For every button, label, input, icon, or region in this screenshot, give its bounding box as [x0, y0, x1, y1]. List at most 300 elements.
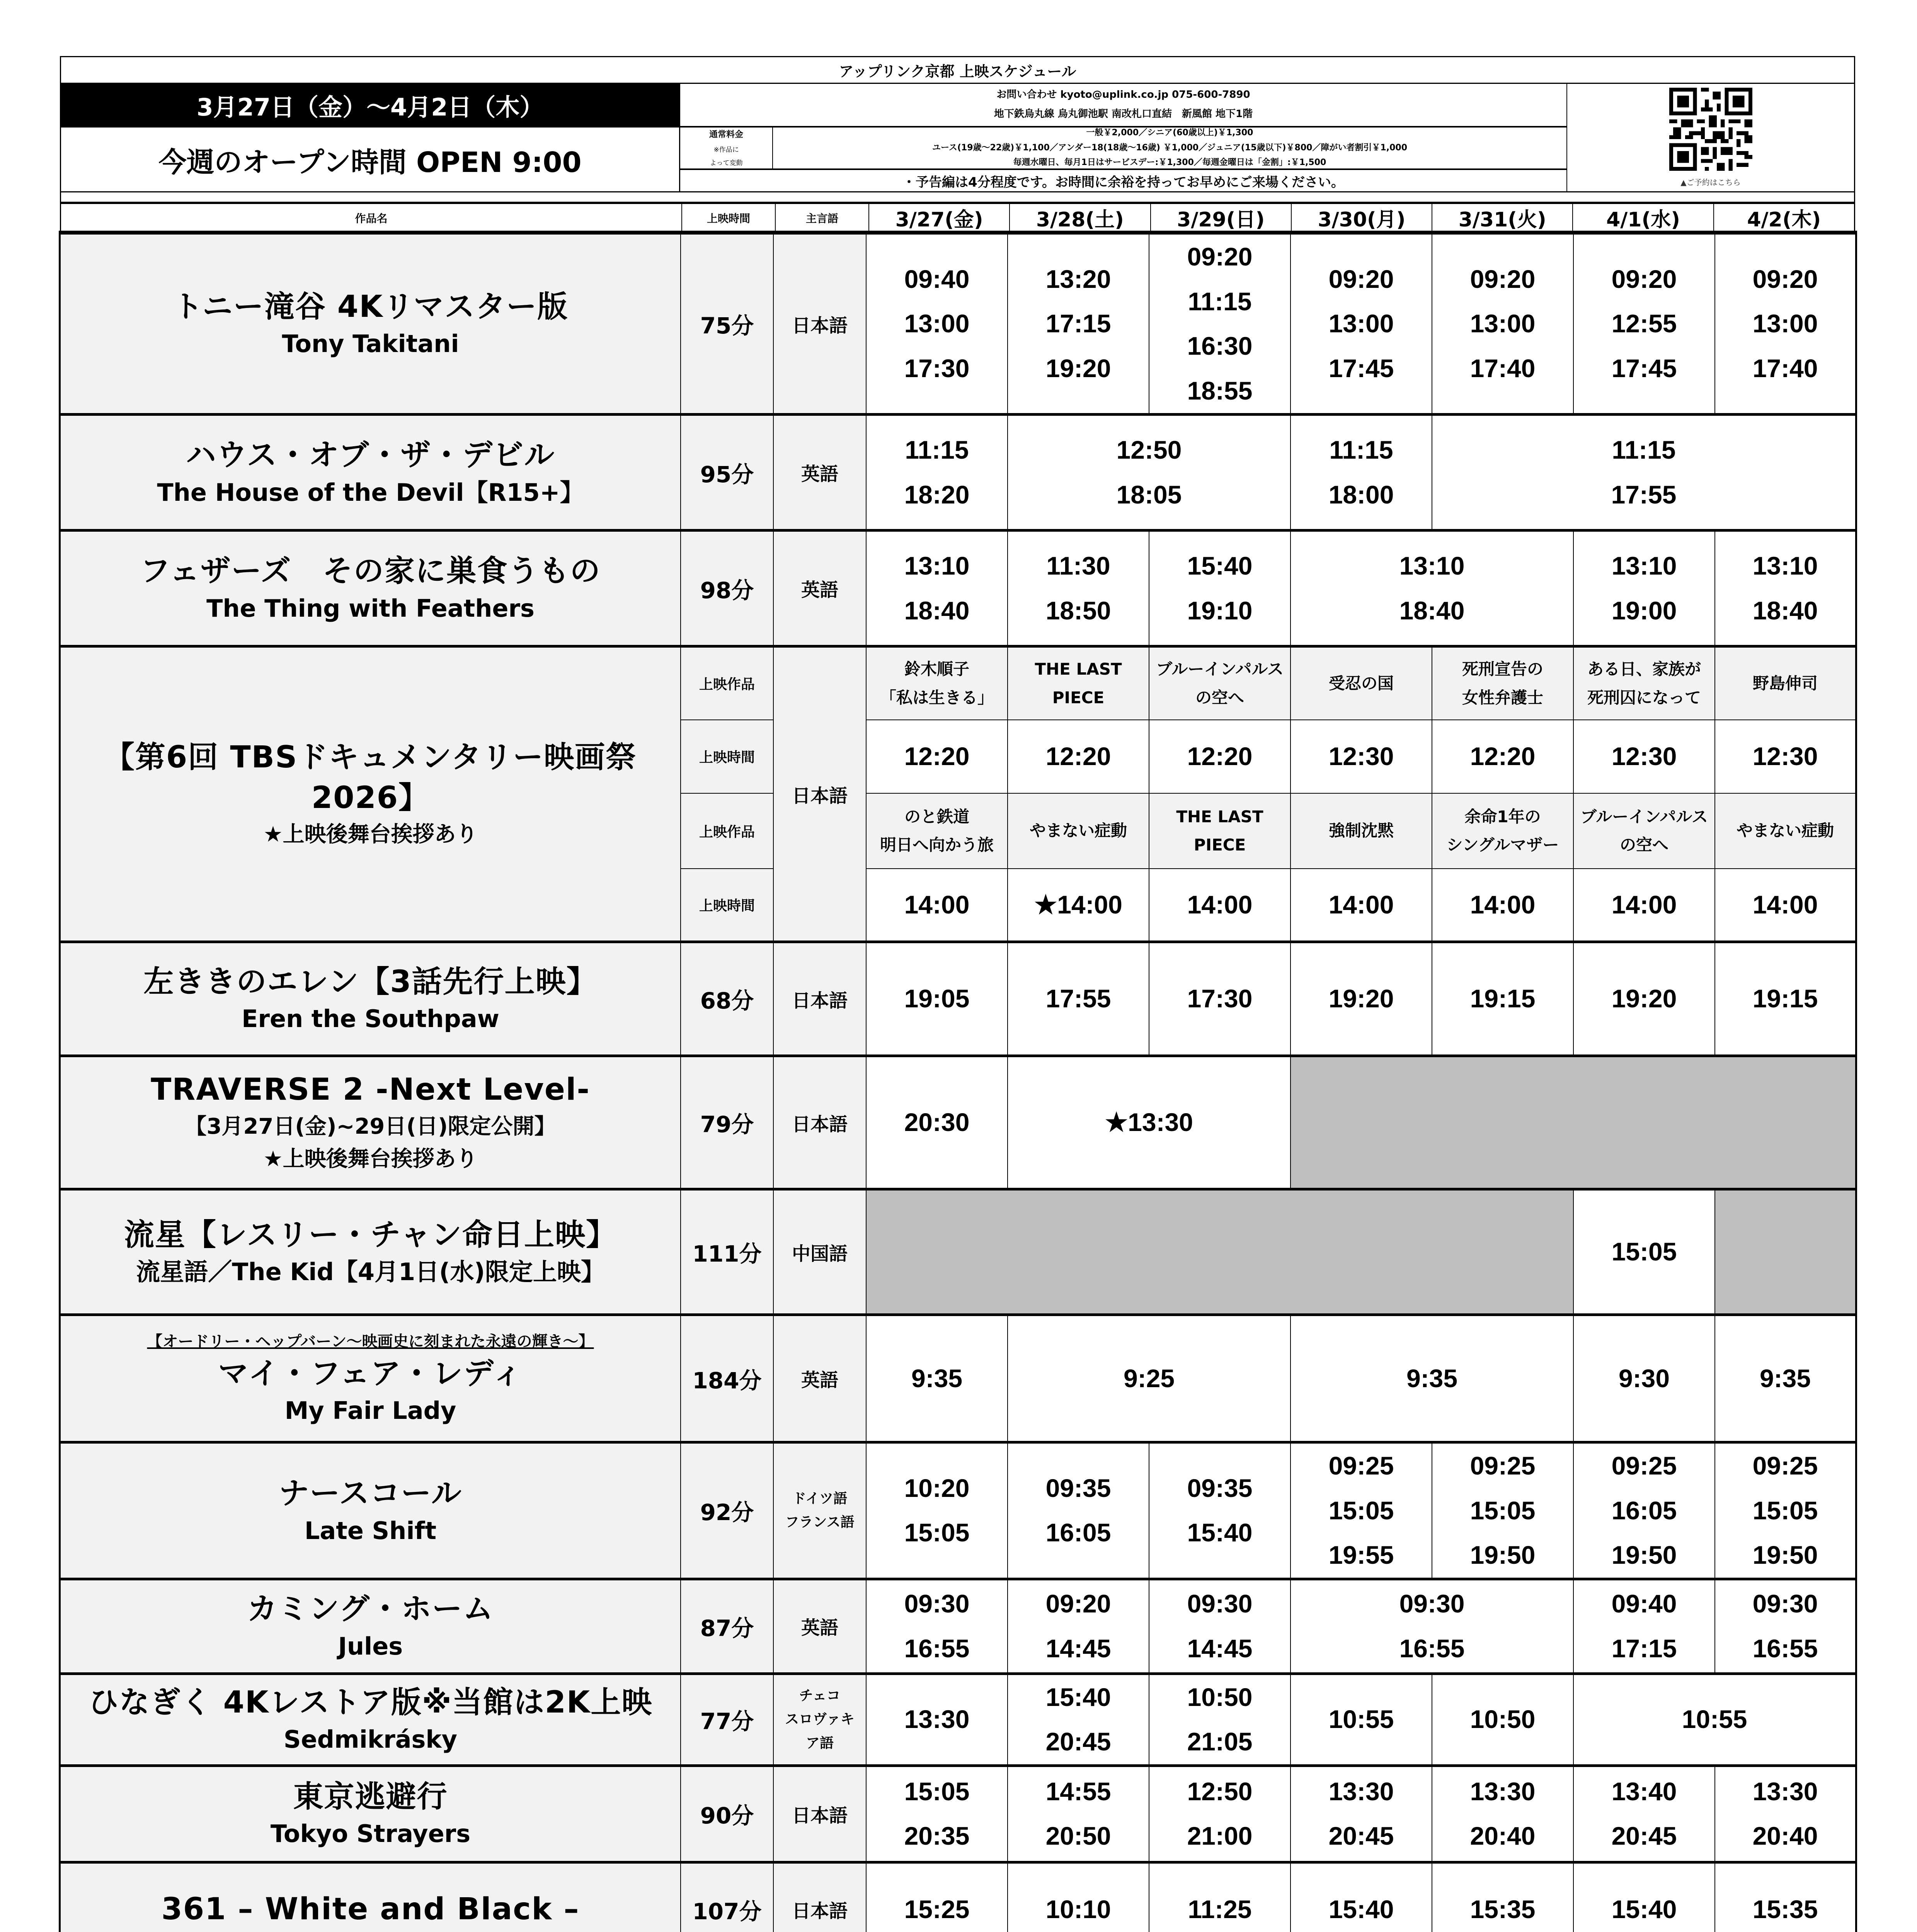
header-divider	[60, 191, 1855, 204]
festival-sub-label	[681, 869, 773, 942]
festival-program-cell	[1432, 793, 1573, 869]
program-title: PIECE	[1193, 835, 1246, 854]
showtime[interactable]: 16:05	[1045, 1518, 1111, 1547]
showtime[interactable]: 09:25	[1752, 1451, 1818, 1480]
showtimes	[1432, 428, 1855, 517]
showtime[interactable]: 15:05	[1328, 1496, 1394, 1525]
program-title: 明日へ向かう旅	[880, 835, 994, 854]
showtime[interactable]: 15:40	[1187, 1518, 1253, 1547]
language: 日本語	[792, 1900, 848, 1922]
open-time-box	[60, 128, 680, 192]
showtime[interactable]: 12:30	[1611, 742, 1677, 770]
program-title: 死刑宣告の	[1462, 660, 1543, 679]
showtime[interactable]: 13:00	[1470, 309, 1536, 338]
showtime[interactable]: 09:40	[1611, 1589, 1677, 1618]
showtime[interactable]: 13:10	[1752, 551, 1818, 580]
showtime[interactable]: ★14:00	[1034, 890, 1122, 919]
showtime[interactable]: 21:05	[1187, 1727, 1253, 1756]
showtime[interactable]: 15:05	[904, 1777, 970, 1806]
film-title-cell	[60, 531, 681, 646]
showtime-cell	[866, 1579, 1008, 1673]
showtimes	[1574, 1769, 1714, 1859]
film-row	[60, 233, 1856, 415]
program-title: ブルーインパルス	[1156, 660, 1284, 679]
showtime[interactable]: 09:25	[1328, 1451, 1394, 1480]
showtime[interactable]: 18:40	[1399, 596, 1465, 625]
festival-program-cell	[1008, 793, 1149, 869]
film-row	[60, 1442, 1856, 1579]
price-note-1: ※作品に	[713, 146, 739, 154]
showtime[interactable]: 09:20	[1328, 264, 1394, 293]
showtimes	[1715, 976, 1855, 1021]
showtime[interactable]: 20:35	[904, 1821, 970, 1850]
film-subtitle: 流星語／The Kid【4月1日(水)限定上映】	[136, 1258, 605, 1286]
showtime[interactable]: 17:30	[904, 354, 970, 383]
film-row	[60, 1189, 1856, 1315]
showtimes	[1574, 544, 1714, 633]
showtime[interactable]: 14:00	[1611, 890, 1677, 919]
showtime[interactable]: 17:45	[1328, 354, 1394, 383]
film-title-en: The House of the Devil【R15+】	[157, 478, 584, 507]
showtime[interactable]: 11:15	[1329, 435, 1393, 464]
showtimes	[1715, 1887, 1855, 1932]
showtimes	[867, 734, 1007, 779]
showtime[interactable]: 10:50	[1187, 1682, 1253, 1711]
showtime-cell	[1573, 1442, 1715, 1579]
showtime[interactable]: 19:55	[1328, 1541, 1394, 1569]
showtime-cell	[1290, 869, 1432, 942]
showtime[interactable]: 09:20	[1752, 264, 1818, 293]
showtimes	[1574, 1887, 1714, 1932]
showtime-cell	[1573, 233, 1715, 415]
showtime[interactable]: 16:55	[1399, 1634, 1465, 1663]
showtime[interactable]: 18:40	[904, 596, 970, 625]
film-title-jp: カミング・ホーム	[247, 1592, 494, 1627]
showtime[interactable]: 12:50	[1116, 435, 1182, 464]
showtime[interactable]: 15:35	[1752, 1895, 1818, 1923]
col-header-day: 4/1(水)	[1573, 204, 1714, 231]
showtimes	[867, 544, 1007, 633]
showtimes	[1574, 1697, 1855, 1742]
showtime[interactable]: 12:50	[1187, 1777, 1253, 1806]
showtimes	[867, 1582, 1007, 1671]
col-header-day: 3/27(金)	[869, 204, 1010, 231]
col-header-day: 3/31(火)	[1432, 204, 1573, 231]
festival-sub-label	[681, 793, 773, 869]
language: 日本語	[792, 1113, 848, 1135]
schedule-title: アップリンク京都 上映スケジュール	[839, 63, 1076, 80]
program-title: 余命1年の	[1464, 807, 1541, 826]
showtime[interactable]: 13:30	[904, 1705, 970, 1734]
festival-row	[60, 646, 1856, 720]
showtime[interactable]: 09:35	[1045, 1473, 1111, 1502]
showtime[interactable]: 15:40	[1611, 1895, 1677, 1923]
schedule-title-bar	[60, 56, 1855, 84]
showtime[interactable]: 19:50	[1470, 1541, 1536, 1569]
festival-program-cell	[1573, 646, 1715, 720]
showtime[interactable]: 14:45	[1045, 1634, 1111, 1663]
showtime-cell	[1432, 415, 1856, 531]
showtimes	[1574, 976, 1714, 1021]
showtimes	[1432, 1444, 1573, 1578]
showtime[interactable]: 17:45	[1611, 354, 1677, 383]
showtime[interactable]: 17:30	[1187, 984, 1253, 1013]
duration-cell	[681, 942, 773, 1056]
showtimes	[1291, 257, 1432, 391]
duration-cell	[681, 1765, 773, 1862]
film-row	[60, 1765, 1856, 1862]
festival-sub-label	[681, 720, 773, 793]
duration: 98分	[700, 577, 754, 604]
showtime[interactable]: 15:25	[904, 1895, 970, 1923]
showtime[interactable]: 10:10	[1045, 1895, 1111, 1923]
showtime[interactable]: 10:50	[1470, 1705, 1536, 1734]
duration: 107分	[692, 1898, 762, 1925]
showtime[interactable]: 20:45	[1328, 1821, 1394, 1850]
duration-cell	[681, 415, 773, 531]
festival-program-cell	[1008, 646, 1149, 720]
film-subtitle: Jules	[338, 1632, 403, 1660]
showtime[interactable]: 17:55	[1045, 984, 1111, 1013]
duration-cell	[681, 1189, 773, 1315]
showtime[interactable]: 09:40	[904, 264, 970, 293]
showtime[interactable]: 20:45	[1611, 1821, 1677, 1850]
showtimes	[1149, 1675, 1290, 1764]
program-title: 受忍の国	[1328, 674, 1394, 693]
showtime-cell	[866, 1862, 1008, 1932]
program-title: THE LAST	[1035, 660, 1122, 679]
showtime[interactable]: 19:15	[1752, 984, 1818, 1013]
showtime[interactable]: 17:40	[1470, 354, 1536, 383]
showtime[interactable]: 9:35	[1759, 1364, 1811, 1393]
no-screening-cell	[1290, 1056, 1856, 1189]
showtime[interactable]: 09:20	[1611, 264, 1677, 293]
showtime[interactable]: 9:35	[911, 1364, 963, 1393]
showtime[interactable]: 18:40	[1752, 596, 1818, 625]
showtime[interactable]: 11:25	[1188, 1895, 1252, 1923]
showtime-cell	[1432, 1862, 1573, 1932]
showtimes	[1574, 734, 1714, 779]
language-cell	[773, 1189, 866, 1315]
showtime[interactable]: 09:30	[1187, 1589, 1253, 1618]
showtime[interactable]: 14:00	[1470, 890, 1536, 919]
showtime[interactable]: 12:20	[1045, 742, 1111, 770]
duration-cell	[681, 1579, 773, 1673]
showtimes	[1715, 734, 1855, 779]
showtime[interactable]: 18:55	[1187, 376, 1253, 405]
film-title-cell	[60, 1862, 681, 1932]
showtime-cell	[866, 1765, 1008, 1862]
price-line: 毎週水曜日、毎月1日はサービスデー:￥1,300／毎週金曜日は「金割」:￥1,500	[1013, 158, 1326, 168]
showtime-cell	[1432, 942, 1573, 1056]
showtime[interactable]: 20:50	[1045, 1821, 1111, 1850]
showtimes	[1715, 1356, 1855, 1401]
showtime[interactable]: 13:00	[1328, 309, 1394, 338]
showtime-cell	[1573, 720, 1715, 793]
showtime[interactable]: 13:00	[1752, 309, 1818, 338]
column-header-row	[60, 203, 1855, 233]
showtime[interactable]: 09:20	[1187, 242, 1253, 271]
language: ア語	[805, 1735, 834, 1751]
showtime[interactable]: 14:55	[1045, 1777, 1111, 1806]
duration: 184分	[692, 1367, 762, 1394]
showtimes	[1574, 1356, 1714, 1401]
showtime[interactable]: 09:35	[1187, 1473, 1253, 1502]
contact-box	[680, 83, 1567, 128]
showtimes	[1008, 544, 1149, 633]
language-cell	[773, 1315, 866, 1442]
language: 日本語	[792, 785, 848, 807]
showtime[interactable]: 09:25	[1470, 1451, 1536, 1480]
showtime[interactable]: 10:55	[1328, 1705, 1394, 1734]
showtime[interactable]: 15:05	[1752, 1496, 1818, 1525]
showtime[interactable]: 19:20	[1328, 984, 1394, 1013]
festival-program-cell	[1432, 646, 1573, 720]
film-row	[60, 1056, 1856, 1189]
film-title-jp: トニー滝谷 4Kリマスター版	[172, 289, 569, 324]
duration: 95分	[700, 461, 754, 488]
showtime[interactable]: 11:30	[1046, 551, 1110, 580]
showtime[interactable]: 09:30	[1399, 1589, 1465, 1618]
showtime[interactable]: 17:15	[1045, 309, 1111, 338]
festival-program-cell	[866, 646, 1008, 720]
showtime[interactable]: 19:50	[1611, 1541, 1677, 1569]
showtime-cell	[1149, 1673, 1290, 1765]
showtime[interactable]: 9:30	[1618, 1364, 1670, 1393]
qr-box[interactable]	[1567, 83, 1855, 192]
showtime-cell	[1573, 531, 1715, 646]
showtime[interactable]: ★13:30	[1105, 1108, 1193, 1137]
showtimes	[1291, 1769, 1432, 1859]
duration: 75分	[700, 313, 754, 339]
showtimes	[1291, 976, 1432, 1021]
showtimes	[1432, 1887, 1573, 1932]
showtime-cell	[1149, 1579, 1290, 1673]
price-label: 通常料金	[709, 130, 743, 139]
film-row	[60, 942, 1856, 1056]
showtime[interactable]: 09:30	[904, 1589, 970, 1618]
program-title: THE LAST	[1176, 807, 1263, 826]
duration: 77分	[700, 1708, 754, 1735]
language: フランス語	[785, 1514, 855, 1531]
showtime-cell	[866, 869, 1008, 942]
program-title: 死刑囚になって	[1587, 688, 1701, 707]
program-title: やまない症動	[1736, 821, 1834, 840]
showtime[interactable]: 16:55	[1752, 1634, 1818, 1663]
showtime-cell	[1573, 942, 1715, 1056]
program-title: のと鉄道	[904, 807, 969, 826]
showtime[interactable]: 18:05	[1116, 480, 1182, 509]
duration-cell	[681, 233, 773, 415]
film-title-cell	[60, 1189, 681, 1315]
showtime[interactable]: 20:40	[1470, 1821, 1536, 1850]
showtime[interactable]: 9:25	[1123, 1364, 1175, 1393]
showtime[interactable]: 12:30	[1328, 742, 1394, 770]
showtime[interactable]: 20:40	[1752, 1821, 1818, 1850]
language-cell	[773, 1579, 866, 1673]
price-note-2: よって変動	[710, 159, 743, 167]
showtime-cell	[1715, 1862, 1856, 1932]
showtimes	[1574, 1230, 1714, 1274]
showtime[interactable]: 20:30	[904, 1108, 970, 1137]
language: 日本語	[792, 1804, 848, 1827]
film-title-jp: 流星【レスリー・チャン命日上映】	[124, 1217, 617, 1252]
showtimes	[1008, 257, 1149, 391]
showtime[interactable]: 19:15	[1470, 984, 1536, 1013]
language-cell	[773, 942, 866, 1056]
showtime-cell	[1149, 942, 1290, 1056]
showtimes	[1008, 1356, 1290, 1401]
language: 英語	[801, 579, 838, 601]
showtimes	[867, 1887, 1007, 1932]
showtime[interactable]: 15:05	[904, 1518, 970, 1547]
price-list	[773, 128, 1567, 170]
showtime-cell	[866, 531, 1008, 646]
program-title: 強制沈黙	[1328, 821, 1394, 840]
program-title: 野島伸司	[1752, 674, 1818, 693]
language: 英語	[801, 1617, 838, 1639]
showtime[interactable]: 15:05	[1470, 1496, 1536, 1525]
showtime[interactable]: 13:30	[1328, 1777, 1394, 1806]
showtime-cell	[1149, 720, 1290, 793]
showtime[interactable]: 15:40	[1328, 1895, 1394, 1923]
showtimes	[867, 1769, 1007, 1859]
duration-cell	[681, 1673, 773, 1765]
date-range: 3月27日（金）～4月2日（木）	[196, 93, 544, 121]
showtimes	[867, 1697, 1007, 1742]
showtime[interactable]: 13:00	[904, 309, 970, 338]
showtimes	[1008, 1769, 1149, 1859]
showtime-cell	[1290, 942, 1432, 1056]
showtime-cell	[1290, 1673, 1432, 1765]
showtime[interactable]: 16:05	[1611, 1496, 1677, 1525]
showtime[interactable]: 17:40	[1752, 354, 1818, 383]
showtime[interactable]: 16:30	[1187, 332, 1253, 360]
showtime-cell	[866, 1442, 1008, 1579]
showtime[interactable]: 11:15	[1188, 287, 1252, 316]
showtime[interactable]: 9:35	[1406, 1364, 1458, 1393]
showtime[interactable]: 16:55	[904, 1634, 970, 1663]
film-title-jp: 東京逃避行	[293, 1779, 448, 1814]
showtime-cell	[1290, 720, 1432, 793]
showtime[interactable]: 14:00	[1328, 890, 1394, 919]
showtime-cell	[1149, 869, 1290, 942]
showtime[interactable]: 13:30	[1470, 1777, 1536, 1806]
showtime[interactable]: 12:30	[1752, 742, 1818, 770]
showtime[interactable]: 19:00	[1611, 596, 1677, 625]
showtime-cell	[866, 415, 1008, 531]
language: ドイツ語	[792, 1491, 848, 1507]
showtime[interactable]: 15:40	[1045, 1682, 1111, 1711]
qr-code-icon[interactable]	[1669, 88, 1752, 171]
festival-title: 【第6回 TBSドキュメンタリー映画祭 2026】	[104, 740, 637, 815]
showtime-cell	[1290, 1579, 1573, 1673]
showtime[interactable]: 17:55	[1611, 480, 1677, 509]
festival-program-cell	[1149, 646, 1290, 720]
duration: 87分	[700, 1615, 754, 1641]
showtimes	[1149, 1887, 1290, 1932]
showtime[interactable]: 15:40	[1187, 551, 1253, 580]
film-title-cell	[60, 1673, 681, 1765]
showtimes	[1432, 1769, 1573, 1859]
showtimes	[1574, 1582, 1714, 1671]
sub-label: 上映時間	[699, 898, 755, 914]
language-cell	[773, 646, 866, 942]
showtime[interactable]: 14:00	[904, 890, 970, 919]
language: 英語	[801, 463, 838, 485]
showtime[interactable]: 12:20	[1187, 742, 1253, 770]
showtime[interactable]: 13:40	[1611, 1777, 1677, 1806]
showtime[interactable]: 18:00	[1328, 480, 1394, 509]
showtime[interactable]: 11:15	[905, 435, 969, 464]
showtimes	[1149, 734, 1290, 779]
showtime[interactable]: 09:20	[1470, 264, 1536, 293]
showtime[interactable]: 19:05	[904, 984, 970, 1013]
showtime[interactable]: 12:20	[1470, 742, 1536, 770]
showtime[interactable]: 19:10	[1187, 596, 1253, 625]
film-title-cell	[60, 415, 681, 531]
showtime[interactable]: 19:50	[1752, 1541, 1818, 1569]
showtime[interactable]: 20:45	[1045, 1727, 1111, 1756]
showtime[interactable]: 09:20	[1045, 1589, 1111, 1618]
showtime[interactable]: 13:20	[1045, 264, 1111, 293]
sub-label: 上映時間	[699, 750, 755, 765]
showtime[interactable]: 14:45	[1187, 1634, 1253, 1663]
showtime-cell	[1573, 869, 1715, 942]
showtime[interactable]: 12:55	[1611, 309, 1677, 338]
language-cell	[773, 1862, 866, 1932]
showtimes	[867, 1356, 1007, 1401]
price-label-cell	[680, 128, 773, 170]
showtimes	[1291, 734, 1432, 779]
showtime[interactable]: 12:20	[904, 742, 970, 770]
showtime[interactable]: 11:15	[1612, 435, 1676, 464]
showtimes	[1008, 976, 1149, 1021]
showtime[interactable]: 19:20	[1611, 984, 1677, 1013]
showtime[interactable]: 18:20	[904, 480, 970, 509]
showtime[interactable]: 13:30	[1752, 1777, 1818, 1806]
col-header-day: 3/30(月)	[1292, 204, 1432, 231]
showtime[interactable]: 21:00	[1187, 1821, 1253, 1850]
showtime[interactable]: 14:00	[1187, 890, 1253, 919]
showtime-cell	[1008, 1673, 1149, 1765]
showtime[interactable]: 09:30	[1752, 1589, 1818, 1618]
showtimes	[1008, 734, 1149, 779]
showtime[interactable]: 10:20	[904, 1473, 970, 1502]
language: 日本語	[792, 315, 848, 337]
showtimes	[1008, 1100, 1290, 1145]
showtime[interactable]: 09:25	[1611, 1451, 1677, 1480]
showtime[interactable]: 10:55	[1682, 1705, 1747, 1734]
showtime[interactable]: 13:10	[1399, 551, 1465, 580]
language-cell	[773, 1442, 866, 1579]
showtime[interactable]: 14:00	[1752, 890, 1818, 919]
film-row	[60, 531, 1856, 646]
showtime[interactable]: 15:35	[1470, 1895, 1536, 1923]
program-title: ある日、家族が	[1587, 660, 1701, 679]
showtime-cell	[1432, 233, 1573, 415]
showtime[interactable]: 17:15	[1611, 1634, 1677, 1663]
film-subtitle: Late Shift	[304, 1516, 437, 1545]
duration: 79分	[700, 1111, 754, 1138]
showtimes	[1291, 883, 1432, 927]
showtime[interactable]: 19:20	[1045, 354, 1111, 383]
showtime[interactable]: 15:05	[1611, 1237, 1677, 1266]
showtime-cell	[1290, 415, 1432, 531]
showtime[interactable]: 13:10	[904, 551, 970, 580]
showtime[interactable]: 18:50	[1045, 596, 1111, 625]
showtime[interactable]: 13:10	[1611, 551, 1677, 580]
